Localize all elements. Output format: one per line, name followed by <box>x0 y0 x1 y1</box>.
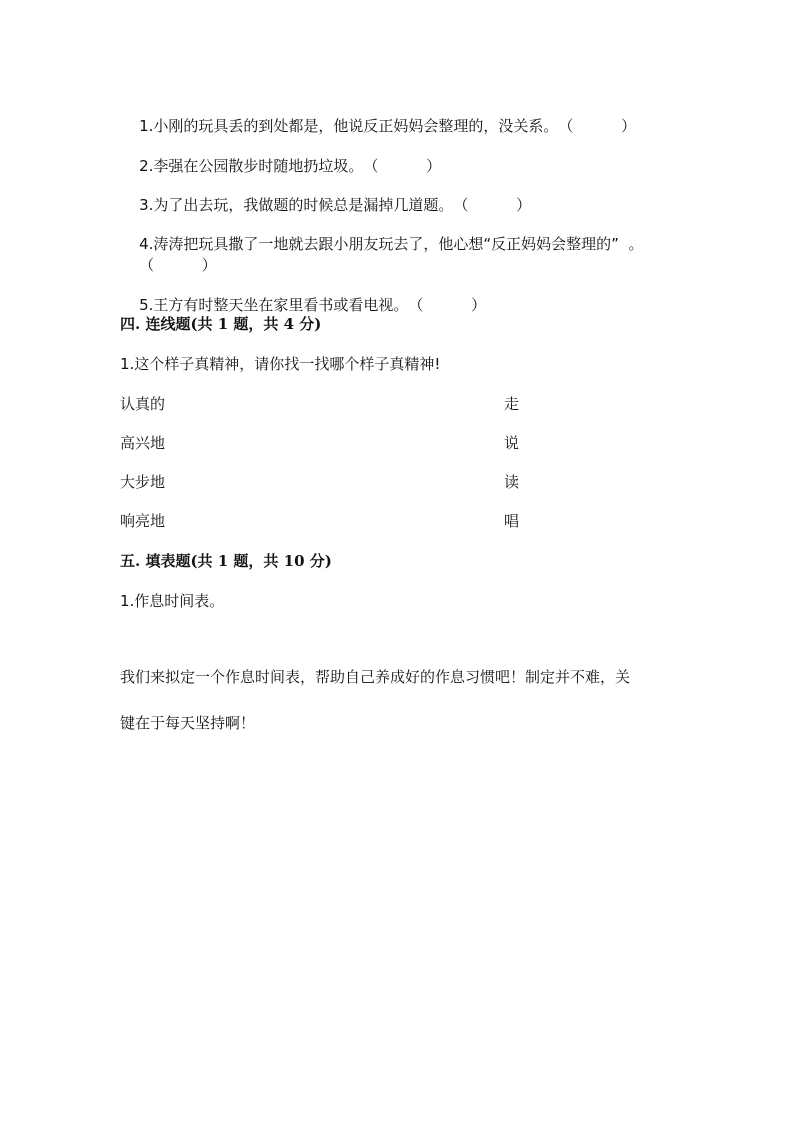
section-5-question: 1.作息时间表。 <box>120 592 225 610</box>
tf-item-1-blank[interactable]: （ ） <box>558 117 637 135</box>
match-left-4[interactable]: 响亮地 <box>120 512 166 530</box>
tf-item-2-blank[interactable]: （ ） <box>363 157 442 175</box>
tf-item-5-blank[interactable]: （ ） <box>408 296 487 314</box>
schedule-paragraph-line-2: 键在于每天坚持啊！ <box>120 714 256 732</box>
match-right-3[interactable]: 读 <box>504 473 520 491</box>
match-left-1[interactable]: 认真的 <box>120 395 166 413</box>
match-right-2[interactable]: 说 <box>504 434 520 452</box>
tf-item-5-text: 5.王方有时整天坐在家里看书或看电视。 <box>139 296 409 314</box>
match-left-2[interactable]: 高兴地 <box>120 434 166 452</box>
section-4-heading: 四. 连线题(共 1 题，共 4 分) <box>120 315 322 333</box>
section-5-heading: 五. 填表题(共 1 题，共 10 分) <box>120 552 332 570</box>
tf-item-3-text: 3.为了出去玩，我做题的时候总是漏掉几道题。 <box>139 196 454 214</box>
tf-item-3-blank[interactable]: （ ） <box>453 196 532 214</box>
tf-item-4-blank[interactable]: （ ） <box>139 256 217 274</box>
match-right-1[interactable]: 走 <box>504 395 520 413</box>
tf-item-1-text: 1.小刚的玩具丢的到处都是，他说反正妈妈会整理的，没关系。 <box>139 117 559 135</box>
tf-item-2-text: 2.李强在公园散步时随地扔垃圾。 <box>139 157 364 175</box>
section-4-question: 1.这个样子真精神，请你找一找哪个样子真精神! <box>120 355 441 373</box>
match-left-3[interactable]: 大步地 <box>120 473 166 491</box>
match-right-4[interactable]: 唱 <box>504 512 520 530</box>
tf-item-4-text: 4.涛涛把玩具撒了一地就去跟小朋友玩去了，他心想“反正妈妈会整理的” 。 <box>139 235 644 253</box>
schedule-paragraph-line-1: 我们来拟定一个作息时间表，帮助自己养成好的作息习惯吧！制定并不难，关 <box>120 668 631 686</box>
